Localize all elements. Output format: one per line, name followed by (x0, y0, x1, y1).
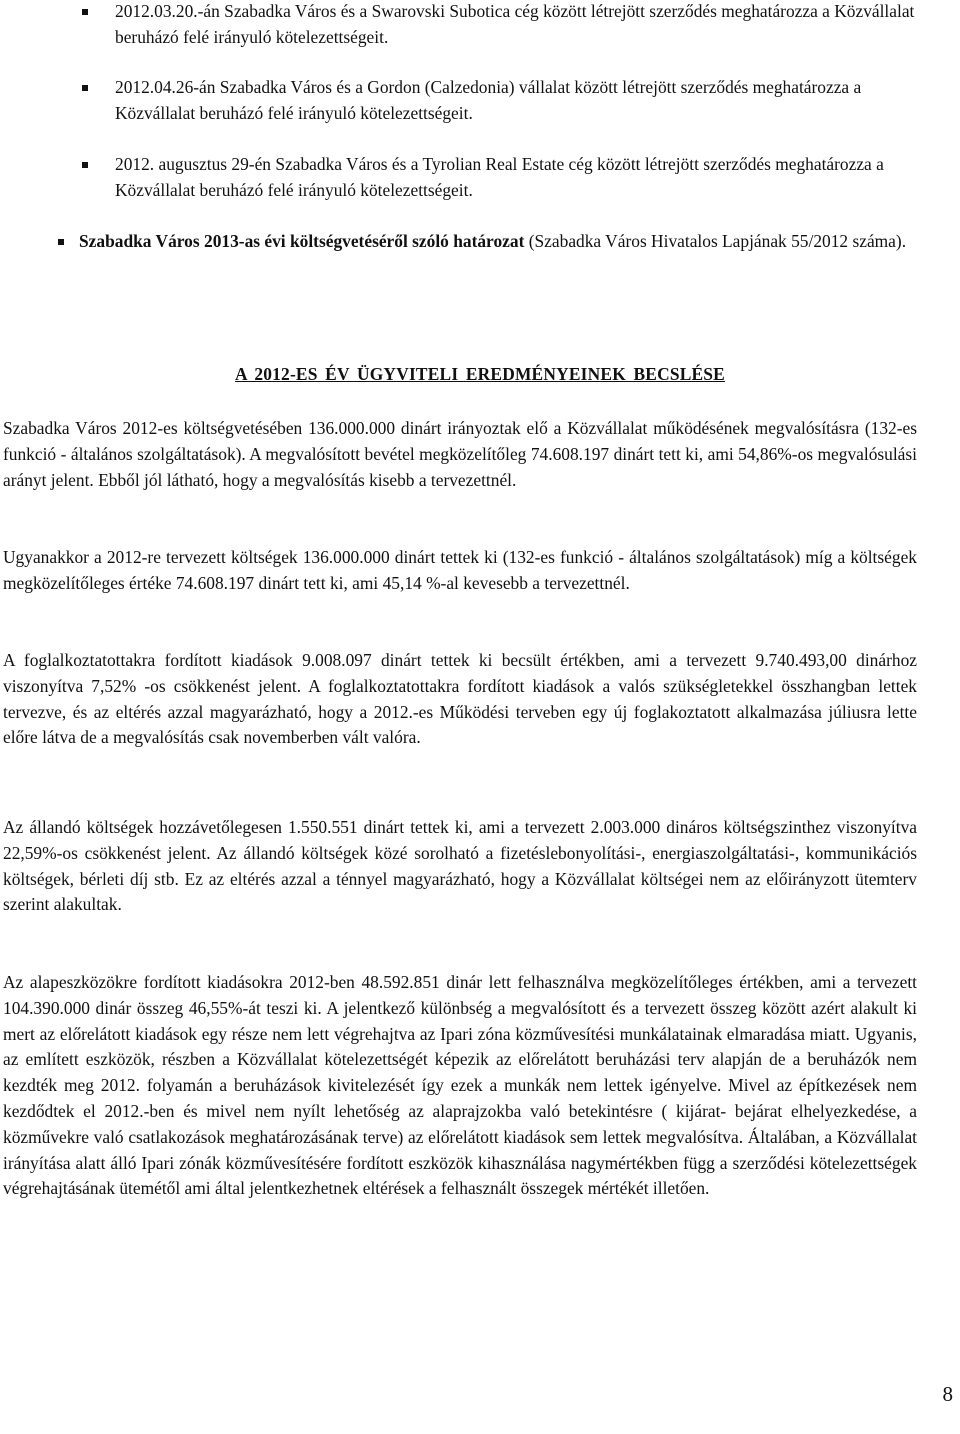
resolution-reference: (Szabadka Város Hivatalos Lapjának 55/2012 száma). (524, 231, 907, 251)
square-bullet-icon (82, 85, 88, 91)
paragraph-employee-expenses: A foglalkoztatottakra fordított kiadások 9.008.097 dinárt tettek ki becsült értékben, ami a tervezett 9.740.493,00 dinárhoz viszonyítva 7,52% -os csökkenést jelent. A foglalkoztatottakra fordított kiadások a valós szükségletekkel összhangban lettek tervezve, és az eltérés azzal magyarázható, hogy a 2012.-es Működési terveben egy új foglakoztatott alkalmazása júliusra lette előre látva de a megvalósítás csak novemberben vált valóra. (3, 650, 917, 748)
paragraph-costs: Ugyanakkor a 2012-re tervezett költségek 136.000.000 dinárt tettek ki (132-es funkció - általános szolgáltatások) míg a költségek megközelítőleges értéke 74.608.197 dinárt tett ki, ami 45,14 %-al kevesebb a tervezettnél. (3, 547, 917, 593)
paragraph-fixed-costs: Az állandó költségek hozzávetőlegesen 1.550.551 dinárt tettek ki, ami a tervezett 2.003.000 dináros költségszinthez viszonyítva 22,59%-os csökkenést jelent. Az állandó költségek közé sorolható a fizetéslebonyolítási-, energiaszolgáltatási-, kommunikációs költségek, bérleti díj stb. Ez az eltérés azzal a ténnyel magyarázható, hogy a Közvállalat költségei nem az előirányzott ütemterv szerint alakultak. (3, 817, 917, 915)
section-heading: A 2012-ES ÉV ÜGYVITELI EREDMÉNYEINEK BECSLÉSE (235, 364, 725, 384)
square-bullet-icon (82, 162, 88, 168)
page-number: 8 (942, 1382, 953, 1406)
resolution-title: Szabadka Város 2013-as évi költségvetéséről szóló határozat (79, 231, 525, 251)
bullet-text: 2012.04.26-án Szabadka Város és a Gordon (Calzedonia) vállalat között létrejött szerződés meghatározza a Közvállalat beruházó felé irányuló kötelezettségeit. (115, 77, 862, 123)
paragraph-revenue: Szabadka Város 2012-es költségvetésében 136.000.000 dinárt irányoztak elő a Közvállalat működésének megvalósításra (132-es funkció - általános szolgáltatások). A megvalósított bevétel megközelítőleg 74.608.197 dinárt tett ki, ami 54,86%-os megvalósulási arányt jelent. Ebből jól látható, hogy a megvalósítás kisebb a tervezettnél. (3, 418, 917, 490)
bullet-text: 2012. augusztus 29-én Szabadka Város és a Tyrolian Real Estate cég között létrejött szerződés meghatározza a Közvállalat beruházó felé irányuló kötelezettségeit. (115, 154, 884, 200)
bullet-text: 2012.03.20.-án Szabadka Város és a Swarovski Subotica cég között létrejött szerződés meghatározza a Közvállalat beruházó felé irányuló kötelezettségeit. (115, 1, 915, 47)
square-bullet-icon (58, 239, 64, 245)
bullet-text (79, 229, 939, 255)
paragraph-fixed-assets: Az alapeszközökre fordított kiadásokra 2012-ben 48.592.851 dinár lett felhasználva megközelítőleges értékben, ami a tervezett 104.390.000 dinár összeg 46,55%-át teszi ki. A jelentkező különbség a megvalósított és a tervezett összeg között azért alakult ki mert az előrelátott kiadások egy része nem lett végrehajtva az Ipari zóna közművesítési munkálatainak elmaradása miatt. Ugyanis, az említett eszközök, részben a Közvállalat kötelezettségét képezik az előrelátott beruházási terv alapján de a beruházók nem kezdték meg 2012. folyamán a beruházások kivitelezését így ezek a munkák nem lettek igényelve. Mivel az építkezések nem kezdődtek el 2012.-ben és mivel nem nyílt lehetőség az alaprajzokba való betekintésre ( kijárat- bejárat elhelyezkedése, a közművekre való csatlakozások meghatározásának terve) az előrelátott kiadások sem lettek megvalósítva. Általában, a Közvállalat irányítása alatt álló Ipari zónák közművesítésére fordított eszközök kihasználása nagymértékben függ a szerződési kötelezettségek végrehajtásának ütemétől ami által jelentkezhetnek eltérések a felhasznált összegek mértékét illetően. (3, 972, 917, 1199)
square-bullet-icon (82, 9, 88, 15)
